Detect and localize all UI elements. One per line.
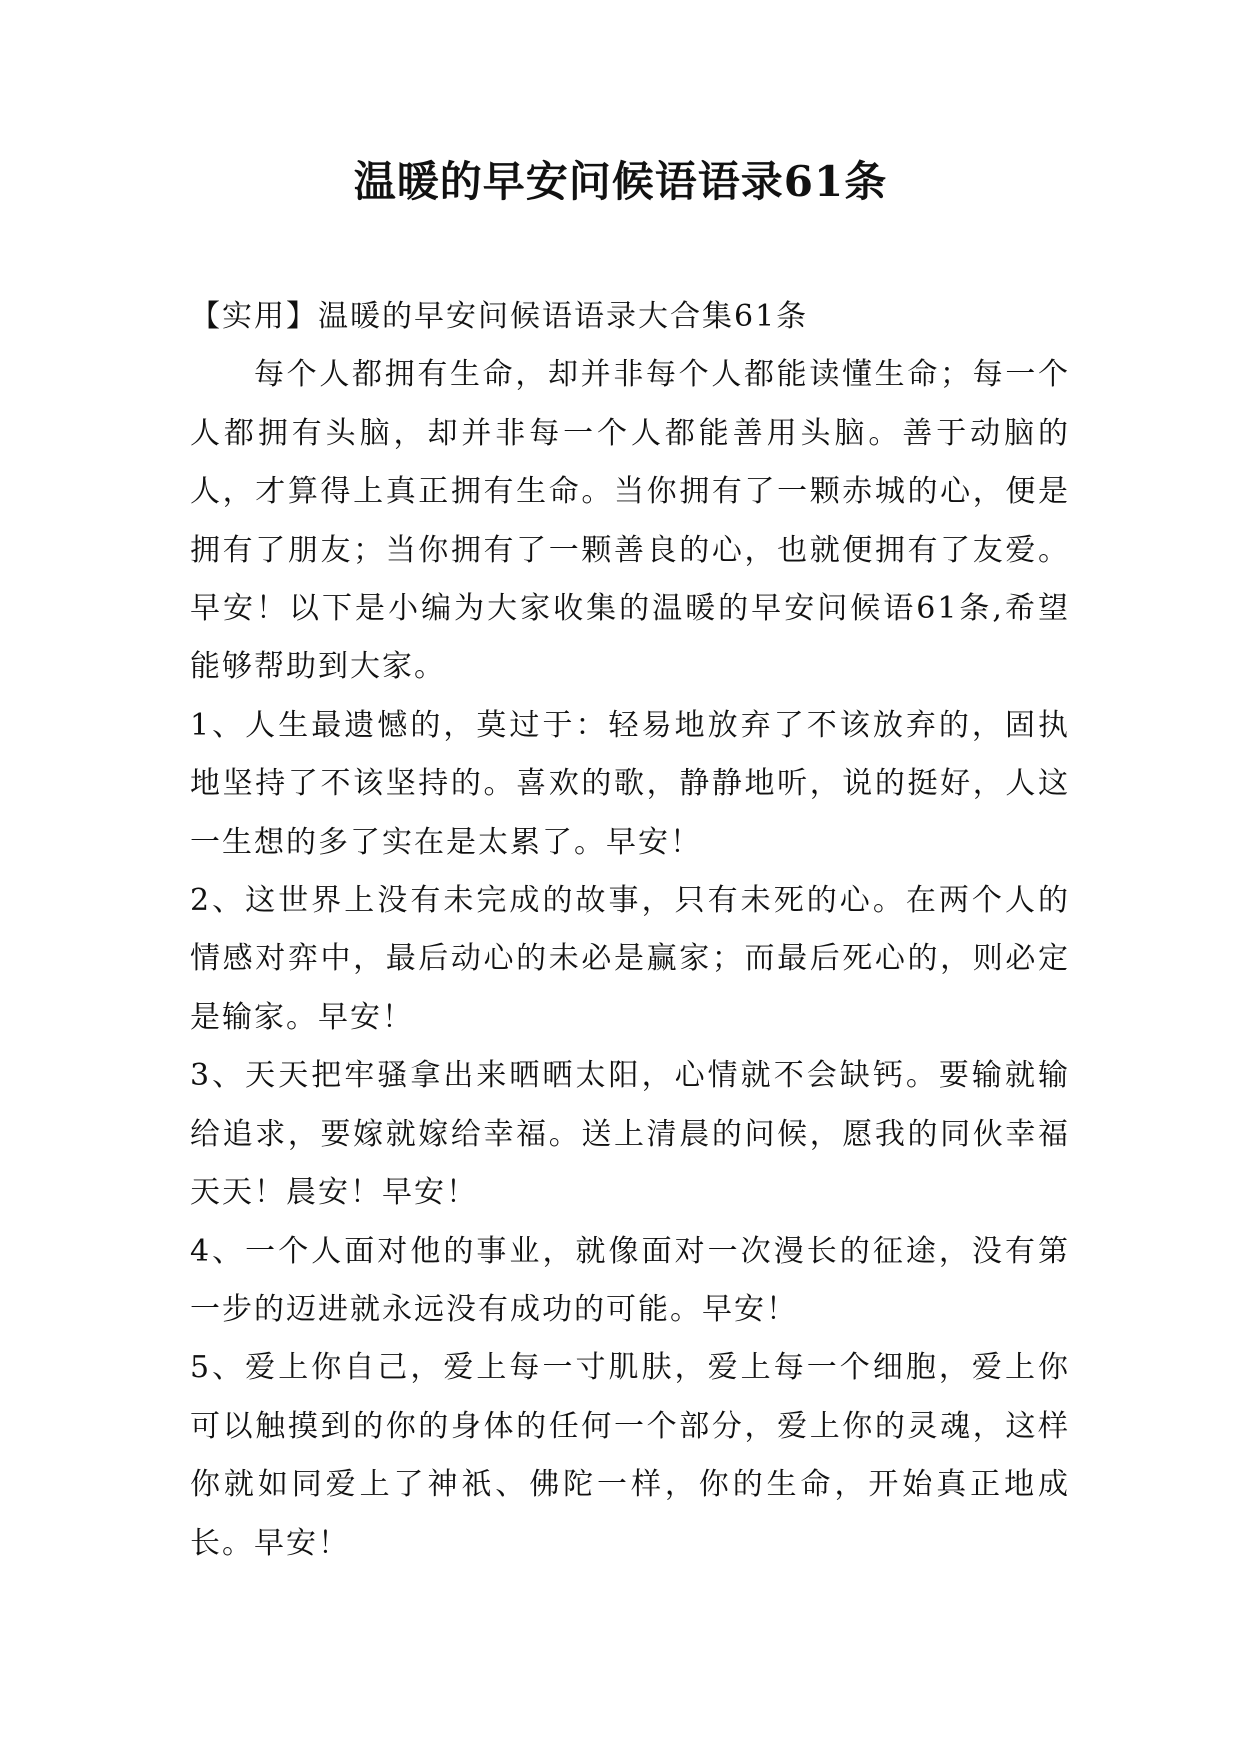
quote-item-1: 1、人生最遗憾的，莫过于：轻易地放弃了不该放弃的，固执地坚持了不该坚持的。喜欢的歌，静静地听，说的挺好，人这一生想的多了实在是太累了。早安！: [190, 707, 1070, 860]
quote-item-4: 4、一个人面对他的事业，就像面对一次漫长的征途，没有第一步的迈进就永远没有成功的可能。早安！: [190, 1233, 1070, 1327]
quote-item-2: 2、这世界上没有未完成的故事，只有未死的心。在两个人的情感对弈中，最后动心的未必是赢家；而最后死心的，则必定是输家。早安！: [190, 883, 1070, 1035]
intro-paragraph: 每个人都拥有生命，却并非每个人都能读懂生命；每一个人都拥有头脑，却并非每一个人都能善用头脑。善于动脑的人，才算得上真正拥有生命。当你拥有了一颗赤城的心，便是拥有了朋友；当你拥有了一颗善良的心，也就便拥有了友爱。早安！以下是小编为大家收集的温暖的早安问候语61条,希望能够帮助到大家。: [190, 357, 1070, 685]
document-subtitle: 【实用】温暖的早安问候语语录大合集61条: [190, 299, 809, 334]
document-body: [190, 288, 1070, 1573]
quote-item-5: 5、爱上你自己，爱上每一寸肌肤，爱上每一个细胞，爱上你可以触摸到的你的身体的任何一个部分，爱上你的灵魂，这样你就如同爱上了神祇、佛陀一样，你的生命，开始真正地成长。早安！: [190, 1350, 1070, 1561]
document-title: 温暖的早安问候语语录61条: [353, 157, 888, 206]
quote-item-3: 3、天天把牢骚拿出来晒晒太阳，心情就不会缺钙。要输就输给追求，要嫁就嫁给幸福。送上清晨的问候，愿我的同伙幸福天天！晨安！早安！: [190, 1058, 1070, 1211]
